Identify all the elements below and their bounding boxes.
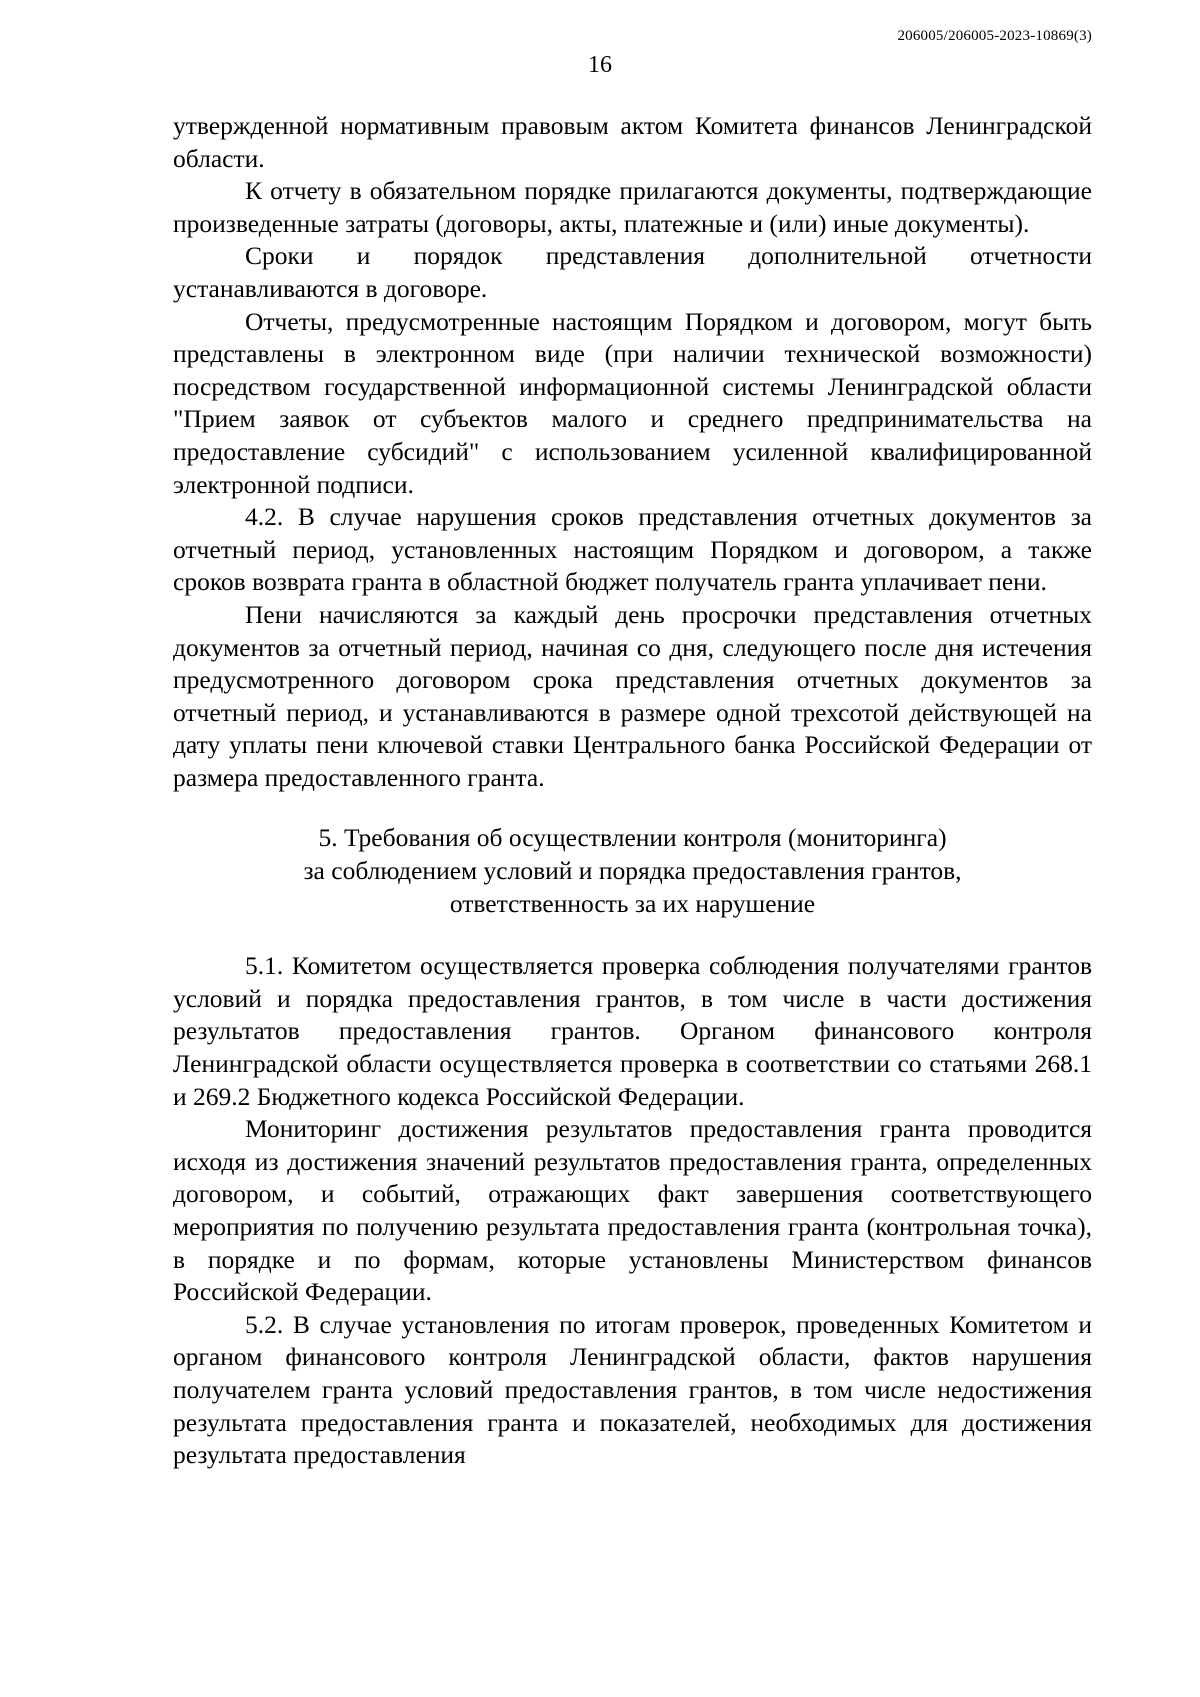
paragraph: Мониторинг достижения результатов предоставления гранта проводится исходя из достижения значений результатов предоставления гранта, определенных договором, и событий, отражающих факт завершения соответствующего мероприятия по получению результата предоставления гранта (контрольная точка), в порядке и по формам, которые установлены Министерством финансов Российской Федерации. — [173, 1114, 1092, 1307]
section-heading-line: 5. Требования об осуществлении контроля (мониторинга) — [318, 823, 947, 853]
paragraph: утвержденной нормативным правовым актом Комитета финансов Ленинградской области. — [173, 111, 1092, 173]
page-number: 16 — [588, 52, 612, 78]
section-heading-line: за соблюдением условий и порядка предоставления грантов, — [303, 856, 962, 886]
section-heading — [173, 822, 1092, 920]
paragraph: 4.2. В случае нарушения сроков представления отчетных документов за отчетный период, установленных настоящим Порядком и договором, а также сроков возврата гранта в областной бюджет получатель гранта уплачивает пени. — [173, 502, 1092, 597]
document-body — [173, 110, 1092, 1472]
paragraph: Отчеты, предусмотренные настоящим Порядком и договором, могут быть представлены в электронном виде (при наличии технической возможности) посредством государственной информационной системы Ленинградской области "Прием заявок от субъектов малого и среднего предпринимательства на предоставление субсидий" с использованием усиленной квалифицированной электронной подписи. — [173, 306, 1092, 499]
section-heading-line: ответственность за их нарушение — [449, 888, 816, 918]
document-id: 206005/206005-2023-10869(3) — [897, 28, 1092, 44]
paragraph: 5.1. Комитетом осуществляется проверка соблюдения получателями грантов условий и порядка предоставления грантов, в том числе в части достижения результатов предоставления грантов. Органом финансового контроля Ленинградской области осуществляется проверка в соответствии со статьями 268.1 и 269.2 Бюджетного кодекса Российской Федерации. — [173, 951, 1092, 1111]
paragraph: Сроки и порядок представления дополнительной отчетности устанавливаются в договоре. — [173, 241, 1092, 303]
paragraph: Пени начисляются за каждый день просрочки представления отчетных документов за отчетный период, начиная со дня, следующего после дня истечения предусмотренного договором срока представления отчетных документов за отчетный период, и устанавливаются в размере одной трехсотой действующей на дату уплаты пени ключевой ставки Центрального банка Российской Федерации от размера предоставленного гранта. — [173, 599, 1092, 792]
paragraph: 5.2. В случае установления по итогам проверок, проведенных Комитетом и органом финансового контроля Ленинградской области, фактов нарушения получателем гранта условий предоставления грантов, в том числе недостижения результата предоставления гранта и показателей, необходимых для достижения результата предоставления — [173, 1309, 1092, 1470]
paragraph: К отчету в обязательном порядке прилагаются документы, подтверждающие произведенные затраты (договоры, акты, платежные и (или) иные документы). — [173, 176, 1092, 238]
